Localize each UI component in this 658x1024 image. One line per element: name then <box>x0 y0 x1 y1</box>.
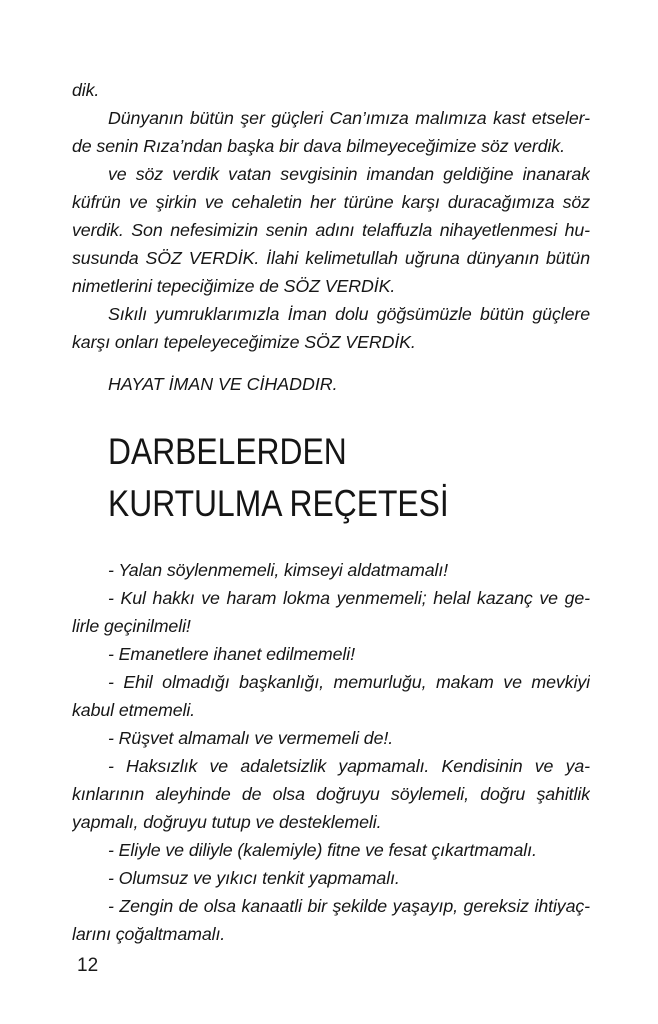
text-line: - Zengin de olsa kanaatli bir şekilde yaşayıp, gereksiz ihtiyaç- <box>108 896 590 916</box>
text-line: verdik. Son nefesimizin senin adını telaffuzla nihayetlenmesi hu- <box>72 220 590 240</box>
text-line: larını çoğaltmamalı. <box>72 924 226 944</box>
text-line: karşı onları tepeleyeceğimize SÖZ VERDİK. <box>72 332 416 352</box>
body-paragraph <box>72 104 590 160</box>
page-number: 12 <box>77 955 99 976</box>
chapter-heading-line: DARBELERDEN <box>108 431 347 472</box>
chapter-heading-line: KURTULMA REÇETESİ <box>108 483 449 524</box>
text-line: Sıkılı yumruklarımızla İman dolu göğsümüzle bütün güçlere <box>108 304 590 324</box>
list-item <box>72 836 590 864</box>
chapter-heading <box>72 426 590 530</box>
text-line: ve söz verdik vatan sevgisinin imandan geldiğine inanarak <box>108 164 590 184</box>
text-flow <box>72 76 590 948</box>
text-line: - Ehil olmadığı başkanlığı, memurluğu, makam ve mevkiyi <box>108 672 590 692</box>
list-item <box>72 752 590 836</box>
text-line: nimetlerini tepeciğimize de SÖZ VERDİK. <box>72 276 396 296</box>
chapter-heading-text <box>108 426 523 530</box>
text-line: kınlarının aleyhinde de olsa doğruyu söylemeli, doğru şahitlik <box>72 784 590 804</box>
text-line: küfrün ve şirkin ve cehaletin her türüne karşı duracağımıza söz <box>72 192 590 212</box>
text-line: - Kul hakkı ve haram lokma yenmemeli; helal kazanç ve ge- <box>108 588 590 608</box>
text-line: Dünyanın bütün şer güçleri Can’ımıza malımıza kast etseler- <box>108 108 590 128</box>
list-item <box>72 556 590 584</box>
body-paragraph <box>72 76 590 104</box>
text-line: susunda SÖZ VERDİK. İlahi kelimetullah uğruna dünyanın bütün <box>72 248 590 268</box>
list-item <box>72 864 590 892</box>
text-line: - Eliyle ve diliyle (kalemiyle) fitne ve fesat çıkartmamalı. <box>108 840 537 860</box>
text-line: kabul etmemeli. <box>72 700 196 720</box>
list-item <box>72 892 590 948</box>
text-line: yapmalı, doğruyu tutup ve desteklemeli. <box>72 812 382 832</box>
body-paragraph <box>72 160 590 300</box>
list-item <box>72 724 590 752</box>
list-item <box>72 668 590 724</box>
body-paragraph <box>72 300 590 356</box>
text-line: - Olumsuz ve yıkıcı tenkit yapmamalı. <box>108 868 400 888</box>
text-line: - Rüşvet almamalı ve vermemeli de!. <box>108 728 394 748</box>
text-line: dik. <box>72 80 100 100</box>
text-line: - Emanetlere ihanet edilmemeli! <box>108 644 355 664</box>
text-line: de senin Rıza’ndan başka bir dava bilmeyeceğimize söz verdik. <box>72 136 566 156</box>
motto-line: HAYAT İMAN VE CİHADDIR. <box>108 374 338 394</box>
list-item <box>72 640 590 668</box>
text-line: - Yalan söylenmemeli, kimseyi aldatmamalı! <box>108 560 449 580</box>
text-line: lirle geçinilmeli! <box>72 616 191 636</box>
text-line: - Haksızlık ve adaletsizlik yapmamalı. Kendisinin ve ya- <box>108 756 590 776</box>
list-item <box>72 584 590 640</box>
